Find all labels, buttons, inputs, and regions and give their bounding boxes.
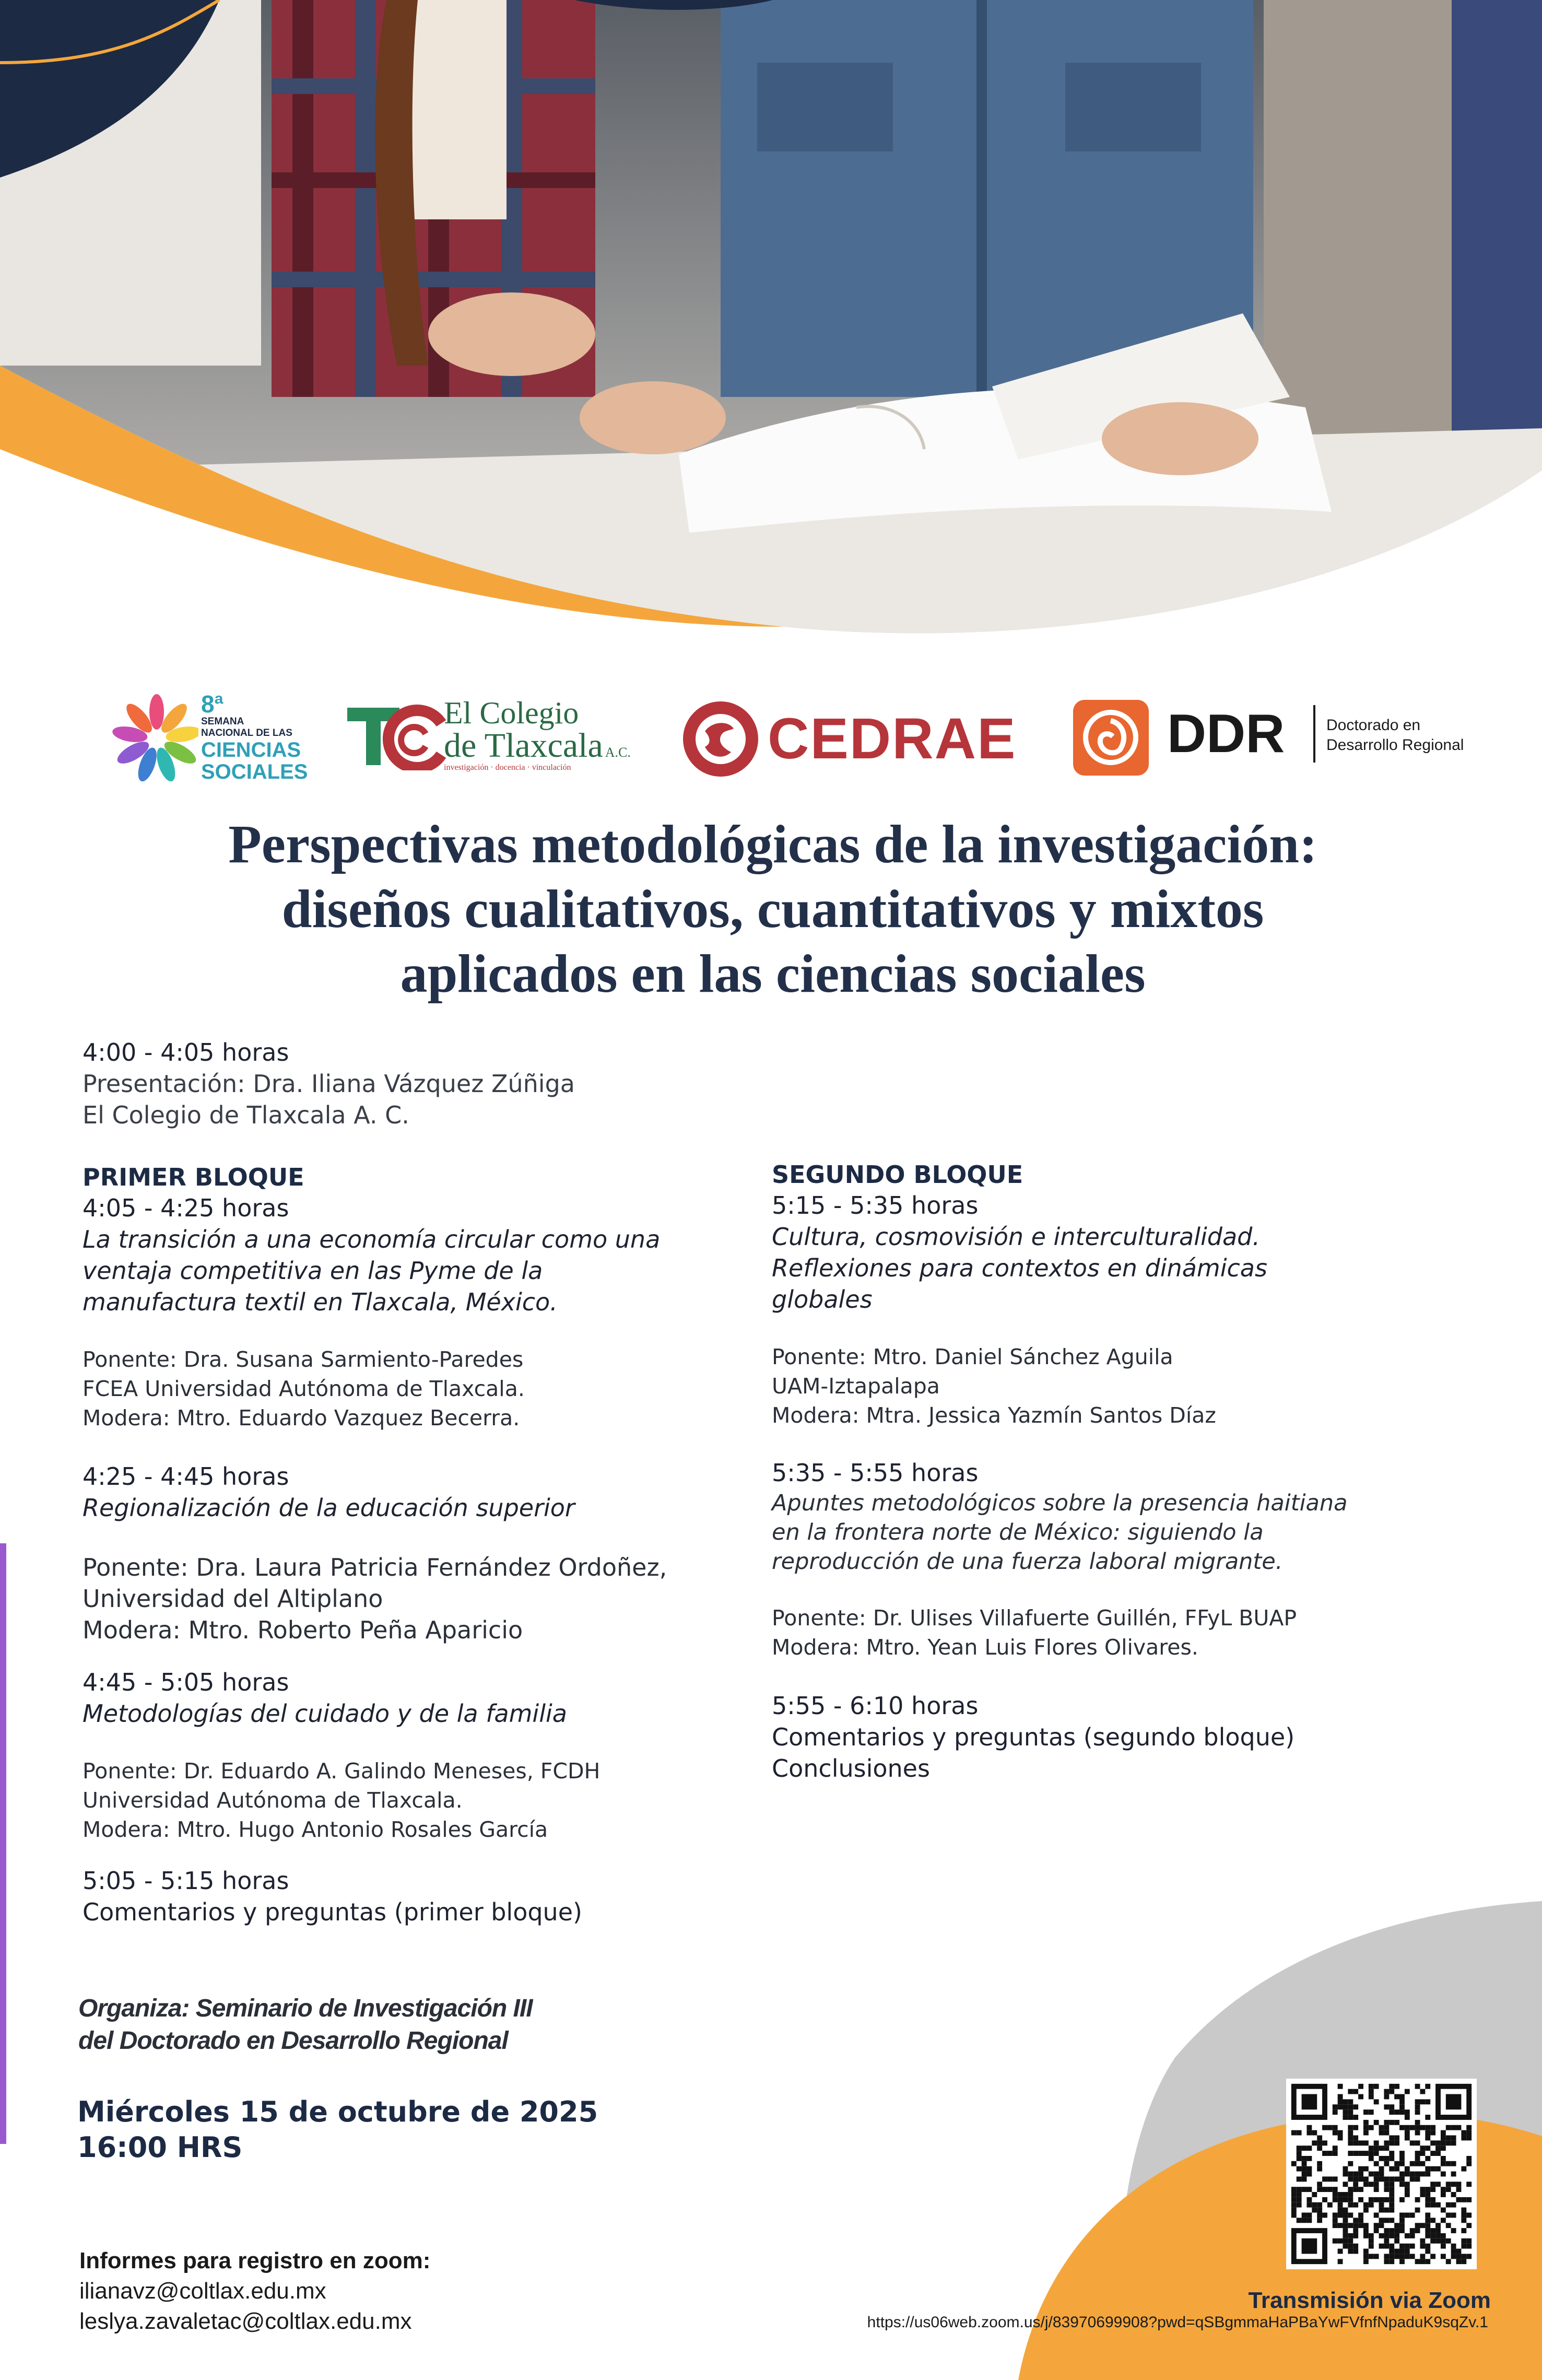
- b2s2-title2: en la frontera norte de México: siguiendo la: [772, 1519, 1264, 1545]
- ddr-divider: [1313, 705, 1315, 763]
- ddr-sub1: Doctorado en: [1326, 717, 1421, 734]
- colegio-line1: El Colegio: [444, 696, 579, 730]
- qr-code-image: [1286, 2079, 1477, 2269]
- b2s1-p1: Ponente: Mtro. Daniel Sánchez Aguila: [772, 1344, 1173, 1369]
- title-line2: diseños cualitativos, cuantitativos y mixtos: [281, 879, 1264, 939]
- date-line2: 16:00 HRS: [77, 2131, 243, 2164]
- page-title: [94, 812, 1452, 1006]
- b2s1-title2: Reflexiones para contextos en dinámicas: [772, 1254, 1267, 1282]
- zoom-label: Transmisión via Zoom: [1248, 2288, 1491, 2313]
- qr-code[interactable]: [1286, 2079, 1477, 2269]
- b2s1-time: 5:15 - 5:35 horas: [772, 1191, 979, 1220]
- b1s2-time: 4:25 - 4:45 horas: [83, 1462, 289, 1491]
- intro-line2: El Colegio de Tlaxcala A. C.: [83, 1101, 409, 1129]
- semana-line2: NACIONAL DE LAS: [201, 728, 292, 738]
- cedrae-text: CEDRAE: [768, 707, 1017, 771]
- b1s1-p1: Ponente: Dra. Susana Sarmiento-Paredes: [83, 1347, 524, 1372]
- registro-email2[interactable]: leslya.zavaletac@coltlax.edu.mx: [79, 2308, 412, 2334]
- block2-heading: SEGUNDO BLOQUE: [772, 1160, 1023, 1189]
- b1s3-title1: Metodologías del cuidado y de la familia: [83, 1699, 567, 1728]
- ddr-text: DDR: [1167, 704, 1285, 764]
- semana-line1: SEMANA: [201, 716, 244, 727]
- organiza-line1: Organiza: Seminario de Investigación III: [78, 1995, 533, 2022]
- b2s2-time: 5:35 - 5:55 horas: [772, 1459, 979, 1487]
- semana-line4: SOCIALES: [201, 760, 308, 783]
- hero-photo: [0, 0, 1542, 637]
- b1s3-p1: Ponente: Dr. Eduardo A. Galindo Meneses, FCDH: [83, 1758, 601, 1784]
- b2s2-p2: Modera: Mtro. Yean Luis Flores Olivares.: [772, 1635, 1198, 1660]
- registro-section: [79, 2246, 758, 2337]
- b2s3-time: 5:55 - 6:10 horas: [772, 1692, 979, 1720]
- b2s1-p3: Modera: Mtra. Jessica Yazmín Santos Díaz: [772, 1403, 1216, 1428]
- block1-section: [83, 1162, 761, 1928]
- block1-heading: PRIMER BLOQUE: [83, 1163, 304, 1191]
- registro-email1[interactable]: ilianavz@coltlax.edu.mx: [79, 2278, 326, 2304]
- registro-heading: Informes para registro en zoom:: [79, 2248, 431, 2273]
- title-line1: Perspectivas metodológicas de la investigación:: [228, 814, 1317, 874]
- b2s1-p2: UAM-Iztapalapa: [772, 1374, 940, 1399]
- b1s3-p2: Universidad Autónoma de Tlaxcala.: [83, 1788, 463, 1813]
- b1s2-p1: Ponente: Dra. Laura Patricia Fernández Ordoñez,: [83, 1553, 667, 1581]
- title-line3: aplicados en las ciencias sociales: [400, 944, 1146, 1004]
- accent-bar: [0, 1543, 6, 2144]
- b1s1-p2: FCEA Universidad Autónoma de Tlaxcala.: [83, 1376, 525, 1401]
- b1s2-title1: Regionalización de la educación superior: [83, 1494, 575, 1522]
- b1s1-p3: Modera: Mtro. Eduardo Vazquez Becerra.: [83, 1405, 520, 1431]
- b1s2-p2: Universidad del Altiplano: [83, 1585, 383, 1613]
- logo-semana-ciencias-sociales: [110, 687, 319, 791]
- b2s2-title1: Apuntes metodológicos sobre la presencia haitiana: [772, 1490, 1348, 1516]
- zoom-url-link[interactable]: https://us06web.zoom.us/j/83970699908?pwd=qSBgmmaHaPBaYwFVfnfNpaduK9sqZv.1: [867, 2314, 1488, 2331]
- b2s1-title1: Cultura, cosmovisión e interculturalidad.: [772, 1223, 1261, 1251]
- event-date: [77, 2094, 756, 2165]
- b2s3-line1: Comentarios y preguntas (segundo bloque): [772, 1723, 1295, 1751]
- semana-line3: CIENCIAS: [201, 738, 301, 761]
- intro-section: [83, 1037, 761, 1131]
- b1s4-time: 5:05 - 5:15 horas: [83, 1867, 289, 1895]
- colegio-line2: de Tlaxcala: [444, 726, 603, 765]
- b1s1-time: 4:05 - 4:25 horas: [83, 1194, 289, 1222]
- b2s2-title3: reproducción de una fuerza laboral migrante.: [772, 1549, 1283, 1575]
- b1s3-p3: Modera: Mtro. Hugo Antonio Rosales García: [83, 1817, 548, 1842]
- ddr-sub2: Desarrollo Regional: [1326, 736, 1464, 754]
- colegio-suffix: A.C.: [605, 745, 631, 760]
- colegio-tagline: investigación · docencia · vinculación: [444, 763, 571, 772]
- b1s3-time: 4:45 - 5:05 horas: [83, 1668, 289, 1696]
- semana-number: 8ª: [201, 690, 223, 718]
- logo-cedrae: [681, 697, 1016, 781]
- b2s2-p1: Ponente: Dr. Ulises Villafuerte Guillén, FFyL BUAP: [772, 1605, 1297, 1631]
- logo-colegio-tlaxcala: [347, 697, 650, 781]
- b1s1-title2: ventaja competitiva en las Pyme de la: [83, 1257, 543, 1285]
- intro-time: 4:00 - 4:05 horas: [83, 1038, 289, 1066]
- logo-ddr: [1073, 695, 1480, 783]
- block2-section: [772, 1159, 1451, 1784]
- b1s2-p3: Modera: Mtro. Roberto Peña Aparicio: [83, 1616, 523, 1644]
- date-line1: Miércoles 15 de octubre de 2025: [77, 2095, 598, 2128]
- intro-line1: Presentación: Dra. Iliana Vázquez Zúñiga: [83, 1070, 575, 1098]
- b1s4-line1: Comentarios y preguntas (primer bloque): [83, 1898, 582, 1926]
- b2s1-title3: globales: [772, 1285, 873, 1314]
- b1s1-title3: manufactura textil en Tlaxcala, México.: [83, 1288, 558, 1316]
- b1s1-title1: La transición a una economía circular como una: [83, 1225, 661, 1253]
- b2s3-line2: Conclusiones: [772, 1754, 930, 1783]
- organiza-note: [78, 1992, 757, 2057]
- organiza-line2: del Doctorado en Desarrollo Regional: [78, 2027, 508, 2055]
